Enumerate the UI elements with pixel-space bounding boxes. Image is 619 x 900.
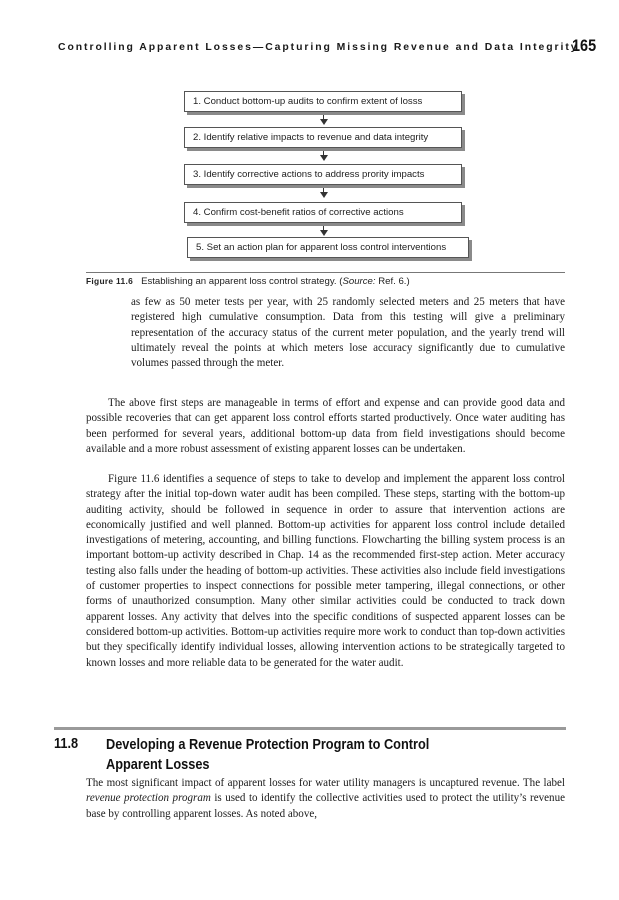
flowchart-step-2: 2. Identify relative impacts to revenue and data integrity [184,127,462,148]
section-title: Developing a Revenue Protection Program to Control Apparent Losses [106,737,430,773]
figure-caption [86,276,566,287]
flow-arrow-4-head [320,230,328,236]
caption-source: Ref. 6.) [375,276,410,287]
caption-rule [86,272,565,273]
section-paragraph-italic: revenue protection program [86,792,211,805]
flowchart-step-4: 4. Confirm cost-benefit ratios of corrective actions [184,202,462,223]
flowchart-step-1: 1. Conduct bottom-up audits to confirm extent of losss [184,91,462,112]
figure-label: Figure 11.6 [86,276,134,286]
section-rule [54,727,566,730]
section-paragraph [86,776,565,822]
body-paragraph-2: Figure 11.6 identifies a sequence of steps to take to develop and implement the apparent loss control strategy after the initial top-down water audit has been compiled. These steps, starting with the bottom-up auditing activity, should be followed in sequence in order to assure that intervention actions are economically justified and well planned. Bottom-up activities for apparent loss control include detailed investigations of metering, accounting, and billing functions. Flowcharting the billing system process is an important bottom-up activity described in Chap. 14 as the recommended first-step action. Meter accuracy testing also falls under the heading of bottom-up activities. These activities also include field investigations of customer properties to inspect connections for possible meter tampering, illegal connections, or other forms of unauthorized consumption. Many other similar activities could be conducted to track down apparent losses. Any activity that delves into the specific conditions of suspected apparent losses can be considered bottom-up activities. Bottom-up activities require more work to conduct than top-down activities but they specifically identify individual losses, allowing intervention actions to be strategically targeted to known losses and more reliable data to be generated for the water audit. [86,473,565,669]
caption-source-label: Source: [342,276,376,287]
caption-text: Establishing an apparent loss control strategy. ( [141,276,343,287]
section-paragraph-lead: The most significant impact of apparent losses for water utility managers is uncaptured revenue. The label [86,777,565,789]
section-number: 11.8 [54,736,79,752]
page-number: 165 [572,36,597,55]
running-head: Controlling Apparent Losses—Capturing Missing Revenue and Data Integrity [58,42,579,53]
flow-arrow-2-head [320,155,328,161]
quoted-paragraph: as few as 50 meter tests per year, with 25 randomly selected meters and 25 meters that have registered high cumulative consumption. Data from this testing will give a preliminary representation of the accuracy status of the current meter population, and the yearly trend will ultimately reveal the points at which meters lose accuracy significantly due to cumulative volumes passed through the meter. [131,296,565,370]
section-paragraph-tail: is used to identify the collective activities used to protect the utility’s revenue base by controlling apparent losses. As noted above, [86,792,566,820]
flow-arrow-3-head [320,192,328,198]
flowchart-step-5: 5. Set an action plan for apparent loss control interventions [187,237,469,258]
flow-arrow-1-head [320,119,328,125]
body-paragraph-1: The above first steps are manageable in terms of effort and expense and can provide good data and possible recoveries that can get apparent loss control efforts started productively. Once water auditing has been performed for several years, additional bottom-up data from field investigations should become available and a more robust assessment of existing apparent losses can be undertaken. [86,397,565,455]
flowchart-step-3: 3. Identify corrective actions to address prority impacts [184,164,462,185]
